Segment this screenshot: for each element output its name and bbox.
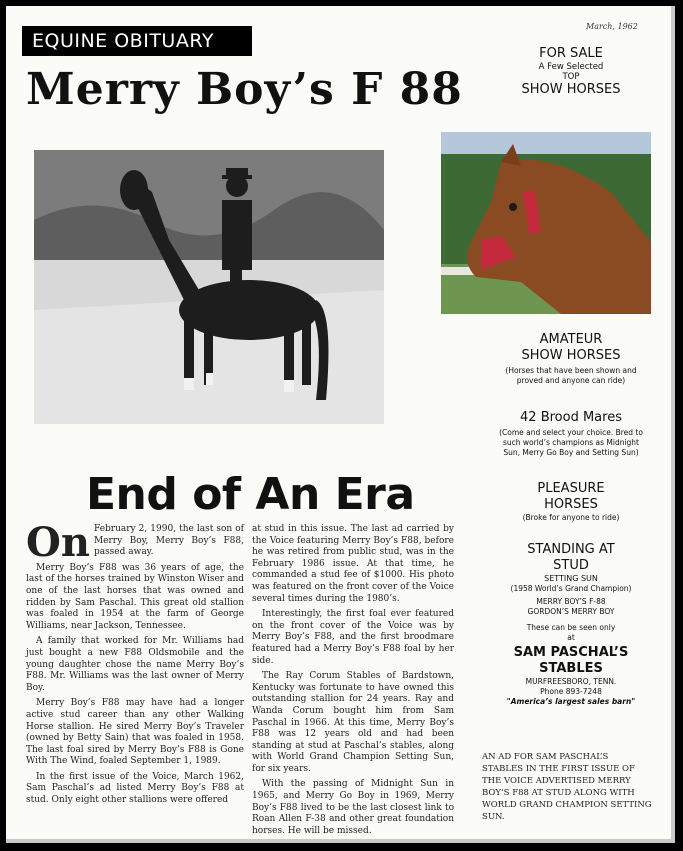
paragraph-text: February 2, 1990, the last son of Merry Boy, Merry Boy’s F88, passed away. [93,524,244,558]
article-column-1 [26,519,244,811]
pleasure-heading-2: HORSES [544,497,598,512]
stud-heading: STANDING AT [527,542,615,557]
paragraph: In the first issue of the Voice, March 1962, Sam Paschal’s ad listed Merry Boy’s F88 at stud. Only eight other stallions were offered [26,771,244,806]
amateur-heading: AMATEUR [539,332,603,347]
horse-head-illustration [441,132,651,314]
for-sale-heading: FOR SALE [539,46,603,61]
show-horses-heading: SHOW HORSES [521,82,621,97]
paragraph: A family that worked for Mr. Williams had just bought a new F88 Oldsmobile and the young daughter chose the name Merry Boy’s F88. Mr. Williams was the last owner of Merry Boy. [26,636,244,693]
stables-name-2: STABLES [539,661,603,676]
stud-horse-3: GORDON’S MERRY BOY [527,607,615,616]
rider-horse-illustration [34,150,384,424]
paragraph: With the passing of Midnight Sun in 1965, and Merry Go Boy in 1969, Merry Boy’s F88 lived to be the last closest link to Roan Allen F-38 and other great foundation horses. He will be missed. [252,779,454,836]
paragraph [26,519,244,566]
stud-horse-1-desc: (1958 World’s Grand Champion) [510,584,632,593]
article-headline: End of An Era [86,469,415,520]
paragraph: Merry Boy’s F88 may have had a longer active stud career than any other Walking Horse stallion. He sired Merry Boy’s Traveler (owned by Betty Sain) that was foaled in 1958. The last foal sired by Merry Boy’s F88 is Gone With The Wind, foaled September 1, 1989. [26,698,244,767]
few-selected: A Few Selected [538,62,604,72]
paragraph: at stud in this issue. The last ad carried by the Voice featuring Merry Boy’s F88, before he was retired from public stud, was in the February 1986 issue. At that time, he commanded a stud fee of $1000. His photo was featured on the front cover of the Voice several times during the 1980’s. [252,524,454,604]
pleasure-desc: (Broke for anyone to ride) [522,513,620,522]
ad-caption: AN AD FOR SAM PASCHAL’S STABLES IN THE FIRST ISSUE OF THE VOICE ADVERTISED MERRY BOY’S F88 AT STUD ALONG WITH WORLD GRAND CHAMPION SETTING SUN. [482,752,652,822]
paragraph: Merry Boy’s F88 was 36 years of age, the last of the horses trained by Winston Wiser and one of the last horses that was owned and ridden by Sam Paschal. This great old stallion was foaled in 1954 at the farm of George Williams, near Jackson, Tennessee. [26,562,244,631]
paragraph: Interestingly, the first foal ever featured on the front cover of the Voice was by Merry Boy’s F88, and the first broodmare featured had a Merry Boy’s F88 foal by her side. [252,609,454,666]
brood-heading: 42 Brood Mares [520,410,622,425]
article-column-2 [252,524,454,841]
stables-name: SAM PASCHAL’S [513,645,629,660]
stables-slogan: "America’s largest sales barn" [506,697,636,706]
top-label: TOP [562,72,580,82]
paragraph: The Ray Corum Stables of Bardstown, Kentucky was fortunate to have owned this outstanding stallion for 24 years. Ray and Wanda Corum bought him from Sam Paschal in 1966. At this time, Merry Boy’s F88 was 12 years old and had been standing at stud at Paschal’s stables, along with World Grand Champion Setting Sun, for six years. [252,671,454,774]
issue-date: March, 1962 [586,22,638,31]
rider-horse-photo [34,150,384,424]
stables-phone: Phone 893-7248 [540,687,602,696]
brood-desc: (Come and select your choice. Bred to such world’s champions as Midnight Sun, Merry Go Boy and Setting Sun) [499,428,643,457]
at-label: at [567,633,575,642]
horse-head-photo [441,132,651,314]
stud-horse-2: MERRY BOY’S F-88 [536,597,606,606]
stud-heading-2: STUD [553,558,589,573]
pleasure-block [476,481,666,523]
obituary-page [6,6,675,843]
amateur-desc: (Horses that have been shown and proved and anyone can ride) [505,366,637,385]
amateur-heading-2: SHOW HORSES [521,348,621,363]
seen-only: These can be seen only [526,623,616,632]
drop-cap: On [26,519,90,566]
stables-city: MURFREESBORO, TENN. [525,677,617,686]
page-title: Merry Boy’s F 88 [26,64,463,115]
pleasure-heading: PLEASURE [537,481,605,496]
stud-horse-1: SETTING SUN [544,574,598,583]
brood-block [476,410,666,458]
for-sale-block [476,46,666,98]
stud-block [476,542,666,707]
section-tag: EQUINE OBITUARY [22,26,252,56]
amateur-block [476,332,666,386]
